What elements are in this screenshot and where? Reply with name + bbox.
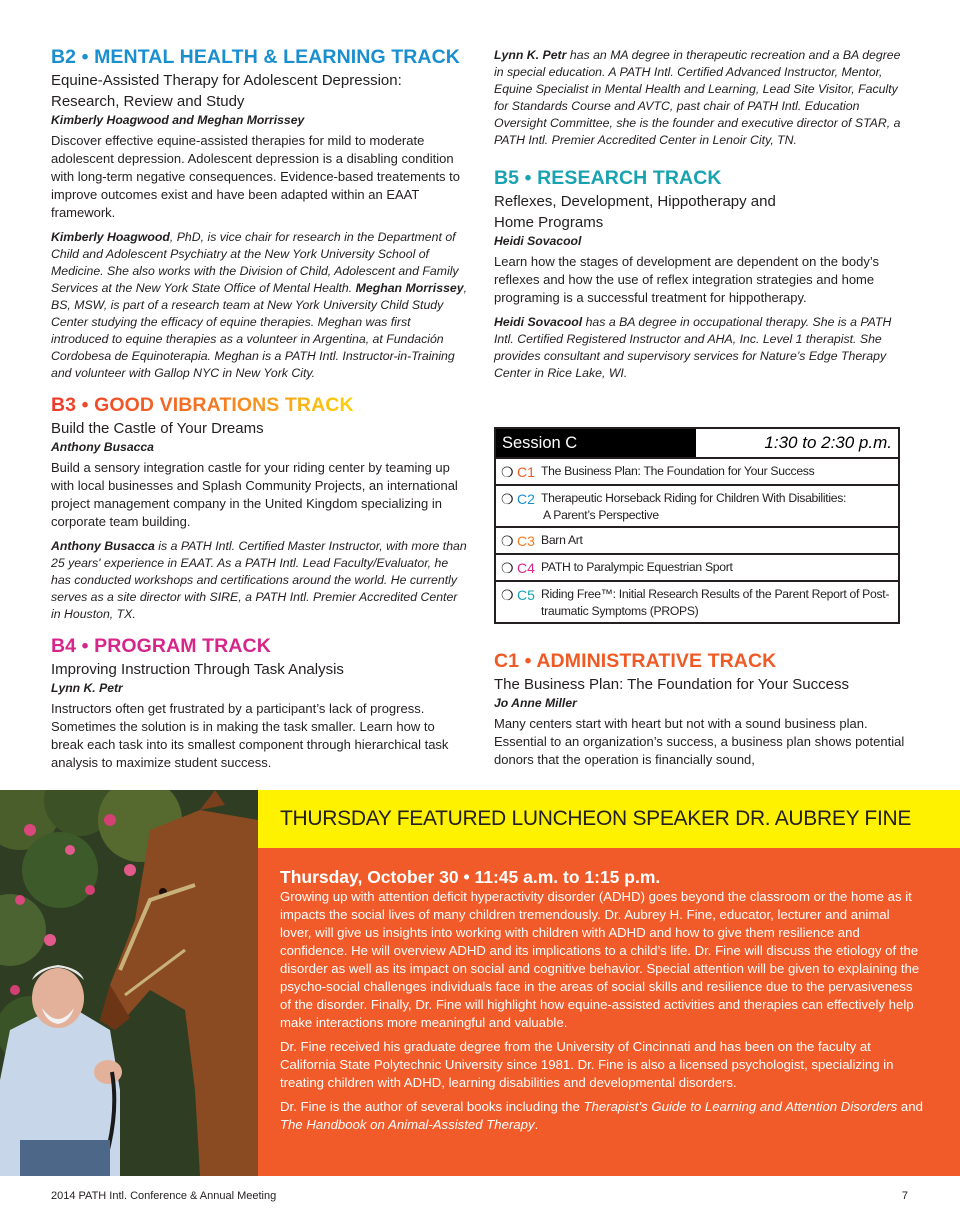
- bio-text: , BS, MSW, is part of a research team at New York University Child Study Center studying the efficacy of equine therapies. Meghan was first introduced to equine therapies as a volunteer in Argentina, at Fundación Cordobesa de Equinoterapia. Meghan is a PATH Intl. Instructor-in-Training and volunteer with Gallop NYC in New York City.: [51, 281, 468, 380]
- session-b5: [494, 165, 910, 382]
- session-code: C5: [517, 587, 535, 603]
- speakers: Kimberly Hoagwood and Meghan Morrissey: [51, 113, 305, 127]
- session-c-table: [494, 427, 900, 624]
- circle-icon: ❍: [501, 464, 514, 480]
- session-description: Learn how the stages of development are dependent on the body’s reflexes and how the use of reflex integration strategies and home programing is a successful treatment for hippotherapy.: [494, 254, 879, 305]
- session-label: Session C: [502, 433, 578, 452]
- luncheon-title-bar: [258, 790, 960, 848]
- luncheon-date: Thursday, October 30 • 11:45 a.m. to 1:15 p.m.: [280, 867, 661, 887]
- left-column: [51, 44, 469, 780]
- circle-icon: ❍: [501, 491, 514, 507]
- session-row-c5[interactable]: [496, 580, 898, 622]
- session-code: C2: [517, 491, 535, 507]
- page-number: 7: [901, 1190, 908, 1202]
- luncheon-title: THURSDAY FEATURED LUNCHEON SPEAKER DR. AUBREY FINE: [280, 807, 912, 830]
- book-title: The Handbook on Animal-Assisted Therapy: [280, 1117, 535, 1132]
- right-column: [494, 44, 910, 390]
- luncheon-paragraph-1: Growing up with attention deficit hyperactivity disorder (ADHD) goes beyond the classroom or the home as it impacts the social lives of many children tremendously. Dr. Aubrey H. Fine, educator, lecturer and animal lover, will give us insights into working with children with ADHD and how to give them resilience and confidence. He will overview ADHD and its implications to a child’s life. Dr. Fine will discuss the etiology of the disorder as well as its impact on social and cognitive behavior. Special attention will be given to explaining the psycho-social challenges individuals face in the areas of social skills and resilience due to the pervasiveness of the disorder. Finally, Dr. Fine will highlight how equine-assisted activities and therapies can effectively help make interactions more meaningful and valuable.: [280, 889, 920, 1030]
- speaker-bio: [51, 538, 469, 623]
- luncheon-paragraph-2: Dr. Fine received his graduate degree from the University of Cincinnati and has been on the faculty at California State Polytechnic University since 1981. Dr. Fine is also a licensed psychologist, specializing in treating children with ADHD, learning disabilities and developmental disorders.: [280, 1039, 894, 1090]
- session-description: Many centers start with heart but not with a sound business plan. Essential to an organization’s success, a business plan shows potential donors that the operation is financially sound,: [494, 716, 905, 767]
- session-description: Build a sensory integration castle for your riding center by teaming up with local businesses and Splash Community Projects, an international project management company in the United Kingdom specializing in corporate team building.: [51, 460, 458, 529]
- session-row-title-line2: A Parent’s Perspective: [543, 507, 659, 522]
- track-heading-b2: B2 • MENTAL HEALTH & LEARNING TRACK: [51, 46, 460, 68]
- session-title: Improving Instruction Through Task Analysis: [51, 661, 344, 678]
- track-heading-b3: B3 • GOOD VIBRATIONS TRACK: [51, 394, 354, 416]
- bio-text: has an MA degree in therapeutic recreation and a BA degree in special education. A PATH Intl. Certified Advanced Instructor, Mentor, Equine Specialist in Mental Health and Learning, Lead Site Visitor, Faculty for Standards Course and AVTC, past chair of PATH Intl. Education Oversight Committee, she is the founder and executive director of STAR, a PATH Intl. Premier Accredited Center in Lenoir City, TN.: [494, 48, 901, 147]
- speaker-bio: [494, 314, 910, 382]
- speakers: Jo Anne Miller: [494, 696, 577, 710]
- session-title: The Business Plan: The Foundation for Your Success: [494, 676, 849, 693]
- luncheon-body: [258, 848, 960, 1176]
- speaker-photo: [0, 790, 258, 1176]
- speaker-bio: [494, 47, 910, 149]
- speakers: Lynn K. Petr: [51, 681, 123, 695]
- session-row-title: [541, 490, 894, 523]
- bio-text: is a PATH Intl. Certified Master Instructor, with more than 25 years' experience in EAAT. As a PATH Intl. Lead Faculty/Evaluator, he has conducted workshops and certifications around the world. He currently serves as a site director with SIRE, a PATH Intl. Premier Accredited Center in Houston, TX.: [51, 539, 467, 621]
- circle-icon: ❍: [501, 587, 514, 603]
- session-time: 1:30 to 2:30 p.m.: [696, 429, 898, 457]
- luncheon-paragraph-3: [280, 1098, 924, 1134]
- bio-text: , PhD, is vice chair for research in the Department of Child and Adolescent Psychiatry at the New York University School of Medicine. She also works with the Division of Child, Adolescent and Family Services at the New York State Office of Mental Health.: [51, 230, 459, 295]
- session-title: Reflexes, Development, Hippotherapy and: [494, 193, 776, 210]
- session-row-title-line1: Riding Free™: Initial Research Results of the Parent Report of Post-: [541, 587, 890, 601]
- text: Dr. Fine is the author of several books including the: [280, 1099, 584, 1114]
- circle-icon: ❍: [501, 533, 514, 549]
- session-b3: [51, 392, 469, 623]
- track-heading-b4: B4 • PROGRAM TRACK: [51, 635, 271, 657]
- session-row-c3[interactable]: [496, 526, 898, 553]
- track-heading-c1: C1 • ADMINISTRATIVE TRACK: [494, 650, 777, 672]
- session-title-line2: Research, Review and Study: [51, 93, 245, 110]
- text: and: [897, 1099, 923, 1114]
- session-description: Instructors often get frustrated by a participant’s lack of progress. Sometimes the solution is in making the task smaller. Learn how to break each task into its smallest component through hierarchical task analysis to maximize student success.: [51, 701, 449, 770]
- session-c-header: [496, 429, 898, 457]
- track-heading-b5: B5 • RESEARCH TRACK: [494, 167, 722, 189]
- speakers: Heidi Sovacool: [494, 234, 582, 248]
- session-title: Build the Castle of Your Dreams: [51, 420, 264, 437]
- book-title: Therapist’s Guide to Learning and Attention Disorders: [583, 1099, 898, 1114]
- session-title-line2: Home Programs: [494, 214, 604, 231]
- bio-name: Lynn K. Petr: [494, 48, 567, 62]
- session-row-title: PATH to Paralympic Equestrian Sport: [541, 560, 733, 574]
- text: .: [534, 1117, 539, 1132]
- bio-name: Heidi Sovacool: [494, 315, 583, 329]
- session-row-title-line1: Therapeutic Horseback Riding for Children With Disabilities:: [541, 491, 847, 505]
- session-b2: [51, 44, 469, 382]
- session-row-c2[interactable]: [496, 484, 898, 526]
- session-row-title: [541, 586, 894, 619]
- bio-name: Meghan Morrissey: [355, 281, 464, 295]
- session-row-title: Barn Art: [541, 533, 583, 547]
- bio-text: has a BA degree in occupational therapy. She is a PATH Intl. Certified Registered Instructor and AHA, Inc. Level 1 therapist. She provides consultant and supervisory services for Nature’s Edge Therapy Center in Rice Lake, WI.: [494, 315, 892, 380]
- session-code: C1: [517, 464, 535, 480]
- bio-name: Kimberly Hoagwood: [51, 230, 170, 244]
- session-row-c1[interactable]: [496, 457, 898, 484]
- session-row-title-line2: traumatic Symptoms (PROPS): [541, 603, 699, 618]
- footer-conference-name: 2014 PATH Intl. Conference & Annual Meeting: [51, 1190, 277, 1202]
- session-code: C3: [517, 533, 535, 549]
- session-code: C4: [517, 560, 535, 576]
- session-description: Discover effective equine-assisted therapies for mild to moderate adolescent depression. Adolescent depression is a disabling condition with long-term negative consequences. Evidence-based treatements to improve outcomes exist and have been adapted within an EAAT framework.: [51, 133, 461, 220]
- speaker-bio: [51, 229, 469, 382]
- speaker-with-horse-image: [0, 790, 258, 1176]
- circle-icon: ❍: [501, 560, 514, 576]
- session-title: Equine-Assisted Therapy for Adolescent Depression:: [51, 72, 402, 89]
- speakers: Anthony Busacca: [51, 440, 154, 454]
- session-c1: [494, 648, 910, 769]
- session-b4: [51, 633, 469, 772]
- session-row-c4[interactable]: [496, 553, 898, 580]
- session-row-title: The Business Plan: The Foundation for Your Success: [541, 464, 815, 478]
- bio-name: Anthony Busacca: [51, 539, 155, 553]
